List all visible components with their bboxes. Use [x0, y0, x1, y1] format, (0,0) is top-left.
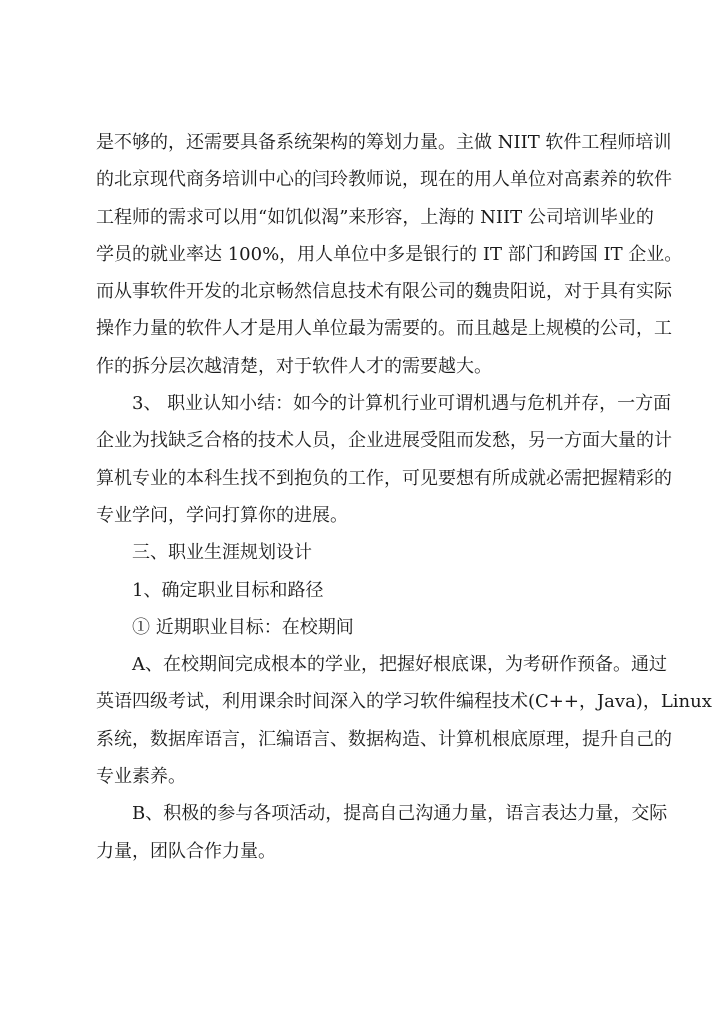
body-line: 系统，数据库语言，汇编语言、数据构造、计算机根底原理，提升自己的 [96, 728, 672, 750]
body-line: B、积极的参与各项活动，提高自己沟通力量，语言表达力量，交际 [132, 803, 668, 825]
body-line: A、在校期间完成根本的学业，把握好根底课，为考研作预备。通过 [132, 654, 667, 676]
body-line: 是不够的，还需要具备系统架构的筹划力量。主做 NIIT 软件工程师培训 [96, 132, 672, 153]
body-line: 专业学问，学问打算你的进展。 [96, 504, 348, 526]
body-line: 力量，团队合作力量。 [96, 840, 276, 862]
body-line: 3、 职业认知小结：如今的计算机行业可谓机遇与危机并存，一方面 [132, 393, 672, 415]
document-body [96, 124, 712, 870]
body-line: 操作力量的软件人才是用人单位最为需要的。而且越是上规模的公司，工 [96, 318, 672, 340]
body-line: 作的拆分层次越清楚，对于软件人才的需要越大。 [96, 355, 492, 377]
body-line: 专业素养。 [96, 766, 186, 788]
body-line: 企业为找缺乏合格的技术人员，企业进展受阻而发愁，另一方面大量的计 [96, 430, 672, 452]
subsection-heading: 1、确定职业目标和路径 [132, 579, 324, 601]
section-heading: 三、职业生涯规划设计 [132, 542, 312, 564]
body-line: 英语四级考试，利用课余时间深入的学习软件编程技术(C++，Java)，Linux [96, 691, 712, 713]
body-line: 学员的就业率达 100%，用人单位中多是银行的 IT 部门和跨国 IT 企业。 [96, 243, 683, 265]
body-line: 工程师的需求可以用“如饥似渴”来形容，上海的 NIIT 公司培训毕业的 [96, 206, 654, 228]
goal-heading: ① 近期职业目标：在校期间 [132, 616, 354, 638]
body-line: 的北京现代商务培训中心的闫玲教师说，现在的用人单位对高素养的软件 [96, 169, 672, 191]
body-line: 而从事软件开发的北京畅然信息技术有限公司的魏贵阳说，对于具有实际 [96, 281, 672, 303]
body-line: 算机专业的本科生找不到抱负的工作，可见要想有所成就必需把握精彩的 [96, 467, 672, 489]
